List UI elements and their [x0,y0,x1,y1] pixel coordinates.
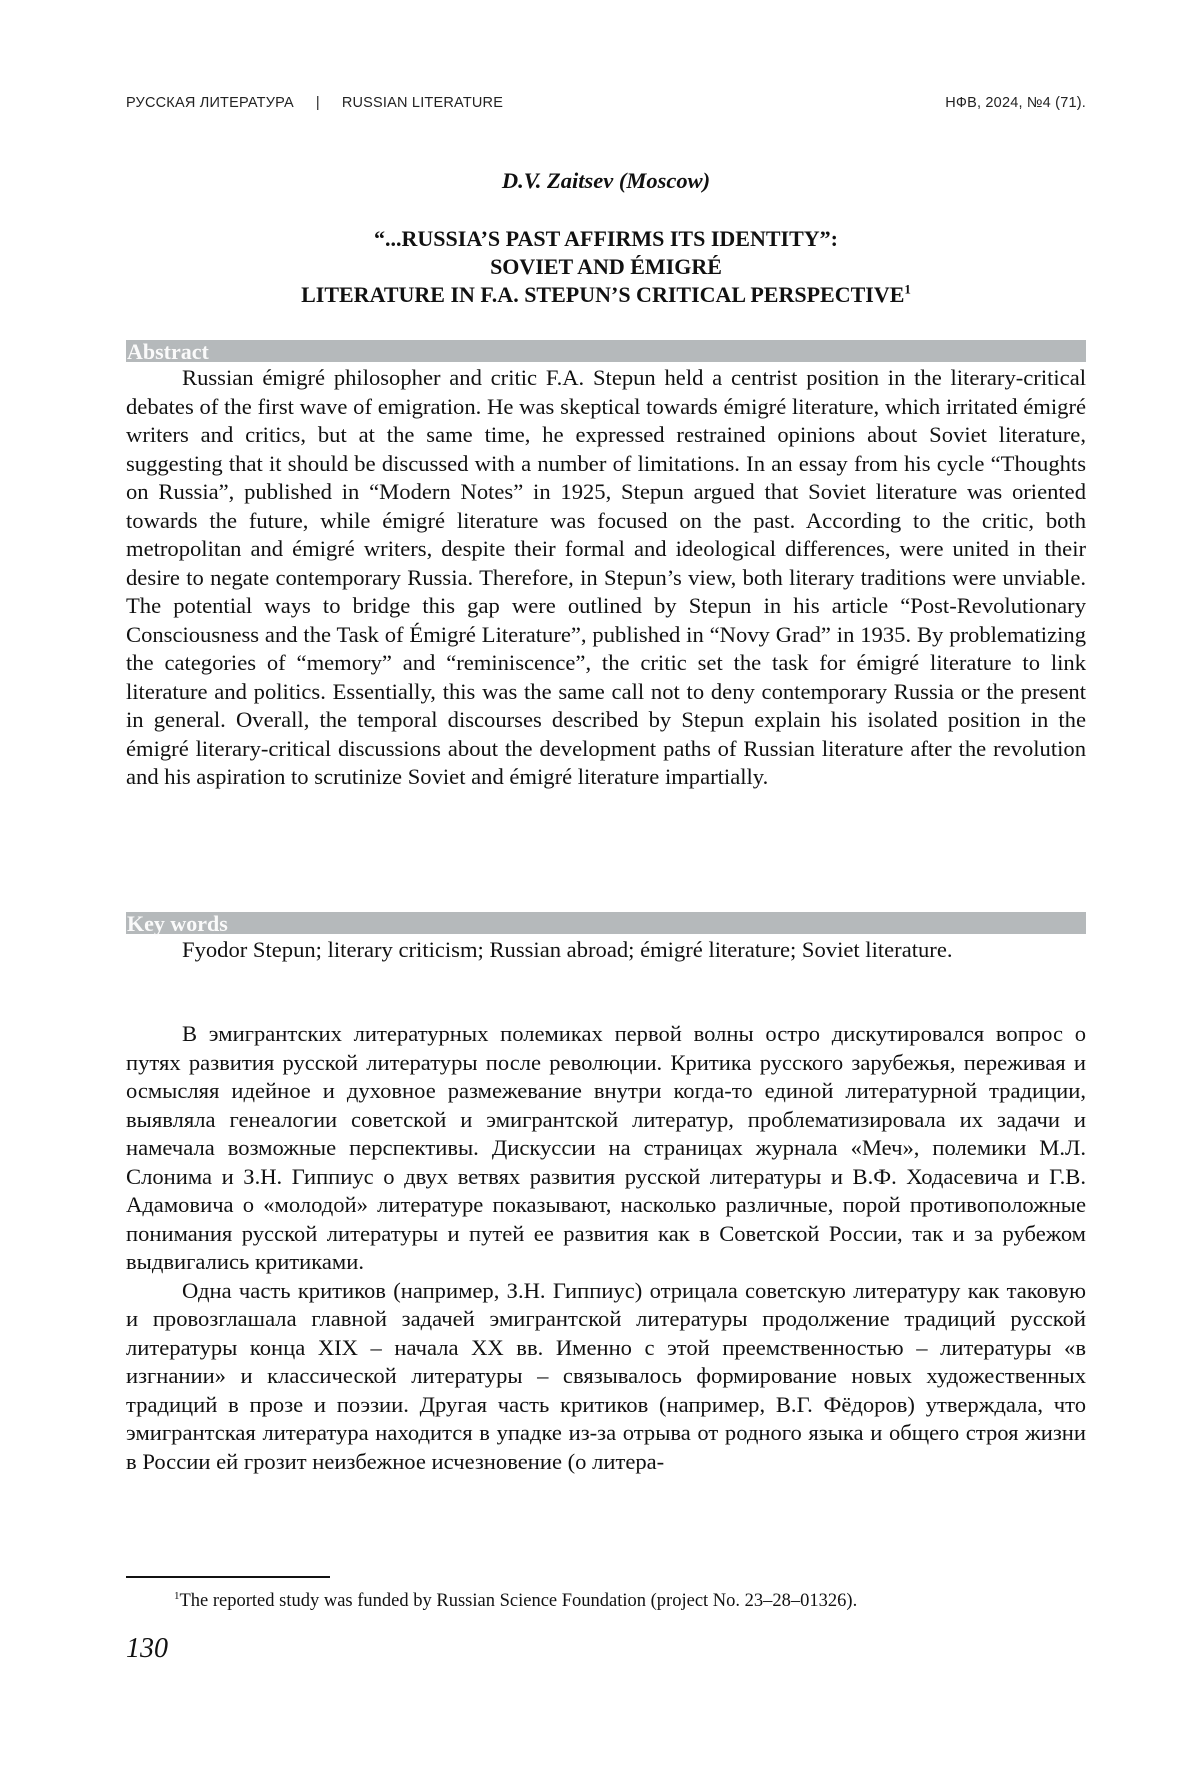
running-header [126,95,1086,115]
keywords-heading: Key words [126,912,1086,934]
footnote-divider [126,1576,330,1578]
footnote-mark: 1 [174,1590,180,1602]
title-line-3 [126,281,1086,309]
journal-title-en: RUSSIAN LITERATURE [342,95,503,111]
body-paragraph-1: В эмигрантских литературных полемиках первой волны остро дискутировался вопрос о путях развития русской литературы после революции. Критика русского зарубежья, переживая и осмысляя идейное и духовное размежевание внутри когда-то единой литературной традиции, выявляла генеалогии советской и эмигрантской литератур, проблематизировала их задачи и намечала возможные перспективы. Дискуссии на страницах журнала «Меч», полемики М.Л. Слонима и З.Н. Гиппиус о двух ветвях развития русской литературы и В.Ф. Ходасевича и Г.В. Адамовича о «молодой» литературе показывают, насколько различные, порой противоположные понимания русской литературы и путей ее развития как в Советской России, так и за рубежом выдвигались критиками. [126,1020,1086,1277]
title-line-2: SOVIET AND ÉMIGRÉ [126,253,1086,281]
page-number: 130 [126,1633,168,1665]
abstract-heading: Abstract [126,340,1086,362]
title-footnote-marker[interactable]: 1 [904,282,911,297]
journal-page [0,0,1200,1784]
journal-title-ru: РУССКАЯ ЛИТЕРАТУРА [126,95,294,111]
footnote-text: The reported study was funded by Russian Science Foundation (project No. 23–28–01326). [180,1591,858,1611]
abstract-text: Russian émigré philosopher and critic F.A. Stepun held a centrist position in the literary-critical debates of the first wave of emigration. He was skeptical towards émigré literature, which irritated émigré writers and critics, but at the same time, he expressed restrained opinions about Soviet literature, suggesting that it should be discussed with a number of limitations. In an essay from his cycle “Thoughts on Russia”, published in “Modern Notes” in 1925, Stepun argued that Soviet literature was oriented towards the future, while émigré literature was focused on the past. According to the critic, both metropolitan and émigré writers, despite their formal and ideological differences, were united in their desire to negate contemporary Russia. Therefore, in Stepun’s view, both literary traditions were unviable. The potential ways to bridge this gap were outlined by Stepun in his article “Post-Revolutionary Consciousness and the Task of Émigré Literature”, published in “Novy Grad” in 1935. By problematizing the categories of “memory” and “reminiscence”, the critic set the task for émigré literature to link literature and politics. Essentially, this was the same call not to deny contemporary Russia or the present in general. Overall, the temporal discourses described by Stepun explain his isolated position in the émigré literary-critical discussions about the development paths of Russian literature after the revolution and his aspiration to scrutinize Soviet and émigré literature impartially. [126,364,1086,792]
footnote [174,1590,857,1612]
article-title [126,225,1086,309]
running-header-left [126,95,503,111]
title-line-1: “...RUSSIA’S PAST AFFIRMS ITS IDENTITY”: [126,225,1086,253]
keywords-text: Fyodor Stepun; literary criticism; Russian abroad; émigré literature; Soviet literature. [126,936,1086,965]
article-author: D.V. Zaitsev (Moscow) [126,168,1086,194]
body-paragraph-2: Одна часть критиков (например, З.Н. Гиппиус) отрицала советскую литературу как таковую и провозглашала главной задачей эмигрантской литературы продолжение традиций русской литературы конца XIX – начала XX вв. Именно с этой преемственностью – литературы «в изгнании» и классической литературы – связывалось формирование новых художественных традиций в прозе и поэзии. Другая часть критиков (например, В.Г. Фёдоров) утверждала, что эмигрантская литература находится в упадке из-за отрыва от родного языка и общего строя жизни в России ей грозит неизбежное исчезновение (о литера- [126,1277,1086,1477]
header-separator: | [316,95,320,111]
title-line-3-text: LITERATURE IN F.A. STEPUN’S CRITICAL PERSPECTIVE [301,282,904,307]
issue-info: НФВ, 2024, №4 (71). [945,95,1086,111]
article-body [126,1020,1086,1476]
